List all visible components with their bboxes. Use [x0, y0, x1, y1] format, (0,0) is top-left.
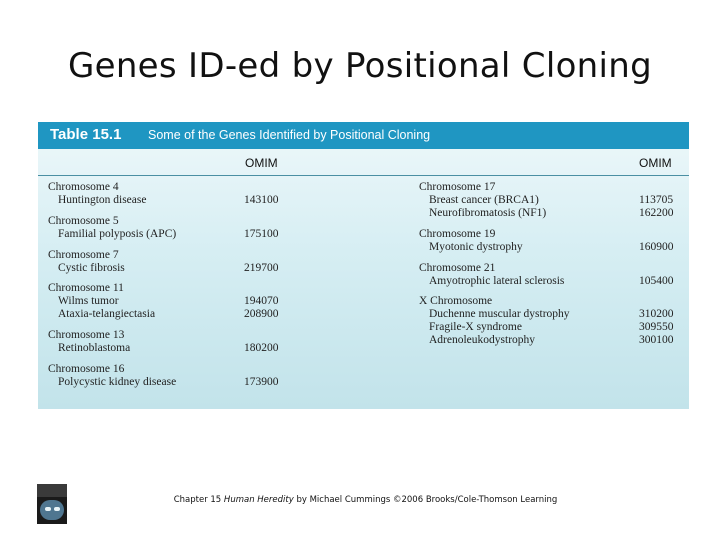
- slide-footer: [0, 495, 720, 505]
- omim-number: 173900: [244, 376, 279, 388]
- omim-number: 175100: [244, 228, 279, 240]
- chromosome-label: Chromosome 17: [419, 181, 496, 193]
- omim-number: 310200: [639, 308, 674, 320]
- chromosome-label: Chromosome 19: [419, 228, 496, 240]
- omim-number: 160900: [639, 241, 674, 253]
- chromosome-label: Chromosome 4: [48, 181, 119, 193]
- footer-chapter: Chapter 15: [173, 495, 222, 505]
- header-rule: [38, 175, 689, 176]
- omim-number: 113705: [639, 194, 674, 206]
- omim-header-left: OMIM: [245, 156, 278, 170]
- chromosome-label: Chromosome 7: [48, 249, 119, 261]
- gene-name: Familial polyposis (APC): [58, 228, 177, 240]
- omim-number: 309550: [639, 321, 674, 333]
- chromosome-label: Chromosome 13: [48, 329, 125, 341]
- omim-number: 143100: [244, 194, 279, 206]
- gene-name: Breast cancer (BRCA1): [429, 194, 539, 206]
- footer-book-title: Human Heredity: [223, 495, 294, 505]
- gene-name: Ataxia-telangiectasia: [58, 308, 156, 320]
- chromosome-label: X Chromosome: [419, 295, 493, 307]
- omim-number: 180200: [244, 342, 279, 354]
- table-caption: Some of the Genes Identified by Positional Cloning: [148, 128, 431, 142]
- chromosome-label: Chromosome 5: [48, 215, 119, 227]
- omim-number: 105400: [639, 275, 674, 287]
- omim-number: 300100: [639, 334, 674, 346]
- gene-name: Amyotrophic lateral sclerosis: [429, 275, 565, 287]
- chromosome-label: Chromosome 21: [419, 262, 496, 274]
- omim-header-right: OMIM: [639, 156, 672, 170]
- table-number: Table 15.1: [50, 126, 122, 143]
- gene-name: Wilms tumor: [58, 295, 119, 307]
- slide-title: Genes ID-ed by Positional Cloning: [67, 46, 653, 86]
- gene-name: Duchenne muscular dystrophy: [429, 308, 570, 320]
- gene-name: Myotonic dystrophy: [429, 241, 523, 253]
- table-header-bar: [38, 122, 689, 149]
- chromosome-label: Chromosome 16: [48, 363, 125, 375]
- gene-name: Huntington disease: [58, 194, 147, 206]
- omim-number: 162200: [639, 207, 674, 219]
- gene-name: Fragile-X syndrome: [429, 321, 522, 333]
- gene-name: Adrenoleukodystrophy: [429, 334, 536, 346]
- gene-table: [38, 122, 689, 409]
- omim-number: 194070: [244, 295, 279, 307]
- gene-name: Retinoblastoma: [58, 342, 131, 354]
- footer-credit: by Michael Cummings ©2006 Brooks/Cole-Thomson Learning: [296, 495, 558, 505]
- gene-name: Neurofibromatosis (NF1): [429, 207, 547, 219]
- gene-name: Cystic fibrosis: [58, 262, 125, 274]
- chromosome-label: Chromosome 11: [48, 282, 124, 294]
- omim-number: 219700: [244, 262, 279, 274]
- omim-number: 208900: [244, 308, 279, 320]
- gene-name: Polycystic kidney disease: [58, 376, 177, 388]
